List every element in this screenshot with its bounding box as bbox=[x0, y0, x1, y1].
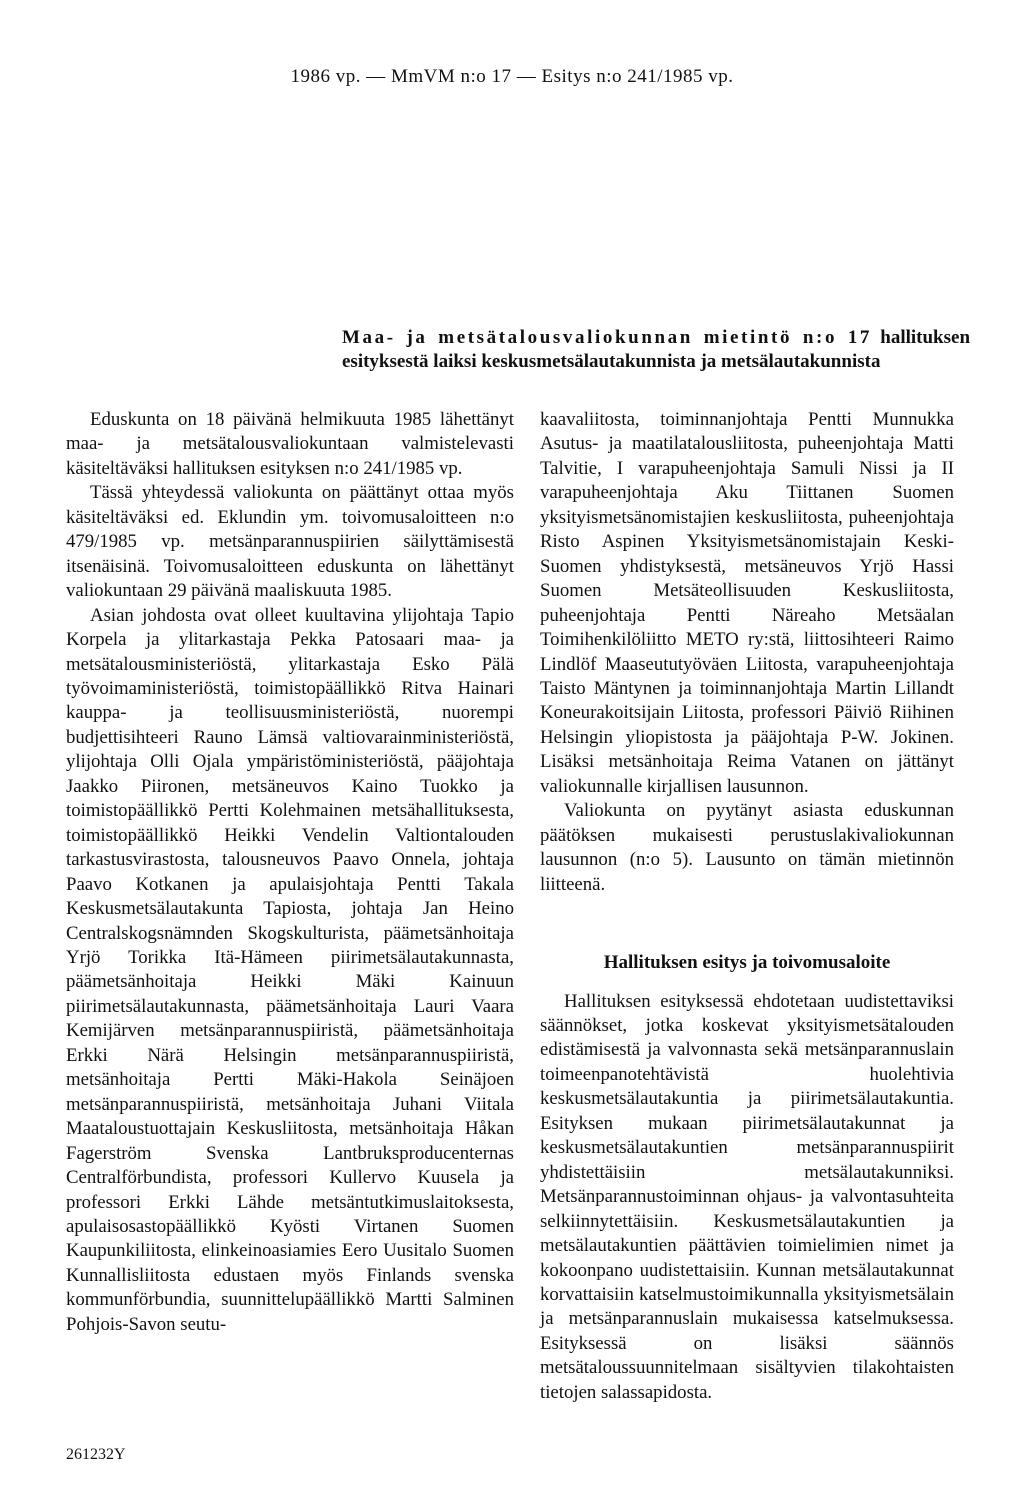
left-column bbox=[66, 408, 514, 1337]
title-rest: hallituksen esityksestä laiksi keskusmetsälautakunnista ja metsälautakunnista bbox=[342, 327, 971, 372]
paragraph-hearings-continued: kaavaliitosta, toiminnanjohtaja Pentti Munnukka Asutus- ja maatilatalousliitosta, puheenjohtaja Matti Talvitie, I varapuheenjohtaja Samuli Nissi ja II varapuheenjohtaja Aku Tiittanen Suomen yksityismetsänomistajien keskusliitosta, puheenjohtaja Risto Aspinen Yksityismetsänomistajain Keski-Suomen yhdistyksestä, metsäneuvos Yrjö Hassi Suomen Metsäteollisuuden Keskusliitosta, puheenjohtaja Pentti Näreaho Metsäalan Toimihenkilöliitto METO ry:stä, liittosihteeri Raimo Lindlöf Maaseututyöväen Liitosta, varapuheenjohtaja Taisto Mäntynen ja toiminnanjohtaja Martin Lillandt Koneurakoitsijain Liitosta, professori Päiviö Riihinen Helsingin yliopistosta ja pääjohtaja P-W. Jokinen. Lisäksi metsänhoitaja Reima Vatanen on jättänyt valiokunnalle kirjallisen lausunnon. bbox=[540, 409, 954, 797]
print-code: 261232Y bbox=[66, 1446, 126, 1463]
paragraph-statement: Valiokunta on pyytänyt asiasta eduskunnan päätöksen mukaisesti perustuslakivaliokunnan lausunnon (n:o 5). Lausunto on tämän mietinnön liitteenä. bbox=[540, 800, 954, 895]
paragraph-proposal: Hallituksen esityksessä ehdotetaan uudistettaviksi säännökset, jotka koskevat yksityismetsätalouden edistämisestä ja valvonnasta sekä metsänparannuslain toimeenpanotehtävistä huolehtivia keskusmetsälautakuntia ja piirimetsälautakuntia. Esityksen mukaan piirimetsälautakunnat ja keskusmetsälautakuntien metsänparannuspiirit yhdistettäisiin metsälautakunniksi. Metsänparannustoiminnan ohjaus- ja valvontasuhteita selkiinnytettäisiin. Keskusmetsälautakuntien ja metsälautakuntien päättävien toimielimien nimet ja kokoonpano uudistettaisiin. Kunnan metsälautakunnat korvattaisiin katselmustoimikunnalla yksityismetsälain ja metsänparannuslain mukaisessa katselmuksessa. Esityksessä on lisäksi säännös metsätaloussuunnitelmaan sisältyvien tilakohtaisten tietojen salassapidosta. bbox=[540, 990, 954, 1403]
title-lead: Maa- ja metsätalousvaliokunnan mietintö n:o 17 bbox=[342, 327, 873, 348]
section-heading: Hallituksen esitys ja toivomusaloite bbox=[603, 952, 891, 974]
page-header: 1986 vp. — MmVM n:o 17 — Esitys n:o 241/1985 vp. bbox=[290, 66, 734, 87]
paragraph-initiative: Tässä yhteydessä valiokunta on päättänyt ottaa myös käsiteltäväksi ed. Eklundin ym. toivomusaloitteen n:o 479/1985 vp. metsänparannuspiirien säilyttämisestä itsenäisinä. Toivomusaloitteen eduskunta on lähettänyt valiokuntaan 29 päivänä maaliskuuta 1985. bbox=[66, 482, 514, 602]
right-column bbox=[540, 408, 954, 1405]
document-title bbox=[342, 326, 970, 374]
paragraph-referral: Eduskunta on 18 päivänä helmikuuta 1985 lähettänyt maa- ja metsätalousvaliokuntaan valmistelevasti käsiteltäväksi hallituksen esityksen n:o 241/1985 vp. bbox=[66, 409, 514, 479]
paragraph-hearings: Asian johdosta ovat olleet kuultavina ylijohtaja Tapio Korpela ja ylitarkastaja Pekka Patosaari maa- ja metsätalousministeriöstä, ylitarkastaja Esko Pälä työvoimaministeriöstä, toimistopäällikkö Ritva Hainari kauppa- ja teollisuusministeriöstä, nuorempi budjettisihteeri Rauno Lämsä valtiovarainministeriöstä, ylijohtaja Olli Ojala ympäristöministeriöstä, pääjohtaja Jaakko Piironen, metsäneuvos Kaino Tuokko ja toimistopäällikkö Pertti Kolehmainen metsähallituksesta, toimistopäällikkö Heikki Vendelin Valtiontalouden tarkastusvirastosta, talousneuvos Paavo Onnela, johtaja Paavo Kotkanen ja apulaisjohtaja Pentti Takala Keskusmetsälautakunta Tapiosta, johtaja Jan Heino Centralskogsnämnden Skogskulturista, päämetsänhoitaja Yrjö Torikka Itä-Hämeen piirimetsälautakunnasta, päämetsänhoitaja Heikki Mäki Kainuun piirimetsälautakunnasta, päämetsänhoitaja Lauri Vaara Kemijärven metsänparannuspiiristä, päämetsänhoitaja Erkki Närä Helsingin metsänparannuspiiristä, metsänhoitaja Pertti Mäki-Hakola Seinäjoen metsänparannuspiiristä, metsänhoitaja Juhani Viitala Maataloustuottajain Keskusliitosta, metsänhoitaja Håkan Fagerström Svenska Lantbruksproducenternas Centralförbundista, professori Kullervo Kuusela ja professori Erkki Lähde metsäntutkimuslaitoksesta, apulaisosastopäällikkö Kyösti Virtanen Suomen Kaupunkiliitosta, elinkeinoasiamies Eero Uusitalo Suomen Kunnallisliitosta edustaen myös Finlands svenska kommunförbundia, suunnittelupäällikkö Martti Salminen Pohjois-Savon seutu- bbox=[66, 604, 514, 1335]
